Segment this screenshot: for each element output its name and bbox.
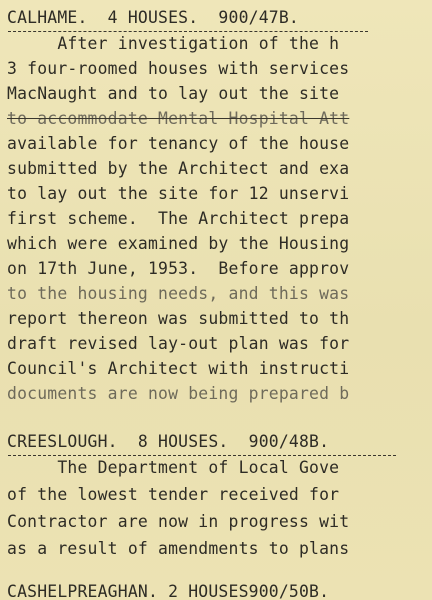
calhame-line-1: After investigation of the h — [7, 34, 340, 53]
calhame-line-2: 3 four-roomed houses with services — [7, 59, 350, 78]
creeslough-line-3: Contractor are now in progress wit — [7, 512, 350, 531]
calhame-line-10: on 17th June, 1953. Before approv — [7, 259, 350, 278]
calhame-heading-underline — [8, 31, 368, 32]
creeslough-heading-underline — [8, 455, 396, 456]
calhame-line-3: MacNaught and to lay out the site — [7, 84, 340, 103]
calhame-line-7: to lay out the site for 12 unservi — [7, 184, 350, 203]
calhame-line-6: submitted by the Architect and exa — [7, 159, 350, 178]
calhame-line-12: report thereon was submitted to th — [7, 309, 350, 328]
calhame-line-8: first scheme. The Architect prepa — [7, 209, 350, 228]
creeslough-line-2: of the lowest tender received for — [7, 485, 340, 504]
calhame-line-14: Council's Architect with instructi — [7, 359, 350, 378]
calhame-line-4-struck: to accommodate Mental Hospital Att — [7, 109, 350, 128]
creeslough-line-1: The Department of Local Gove — [7, 458, 340, 477]
calhame-line-5: available for tenancy of the house — [7, 134, 350, 153]
calhame-line-11: to the housing needs, and this was — [7, 284, 350, 303]
calhame-heading: CALHAME. 4 HOUSES. 900/47B. — [7, 8, 299, 27]
calhame-line-13: draft revised lay-out plan was for — [7, 334, 350, 353]
calhame-line-15: documents are now being prepared b — [7, 384, 350, 403]
calhame-line-9: which were examined by the Housing — [7, 234, 350, 253]
creeslough-heading: CREESLOUGH. 8 HOUSES. 900/48B. — [7, 432, 330, 451]
cashelpreaghan-heading: CASHELPREAGHAN. 2 HOUSES900/50B. — [7, 582, 330, 600]
creeslough-line-4: as a result of amendments to plans — [7, 539, 350, 558]
